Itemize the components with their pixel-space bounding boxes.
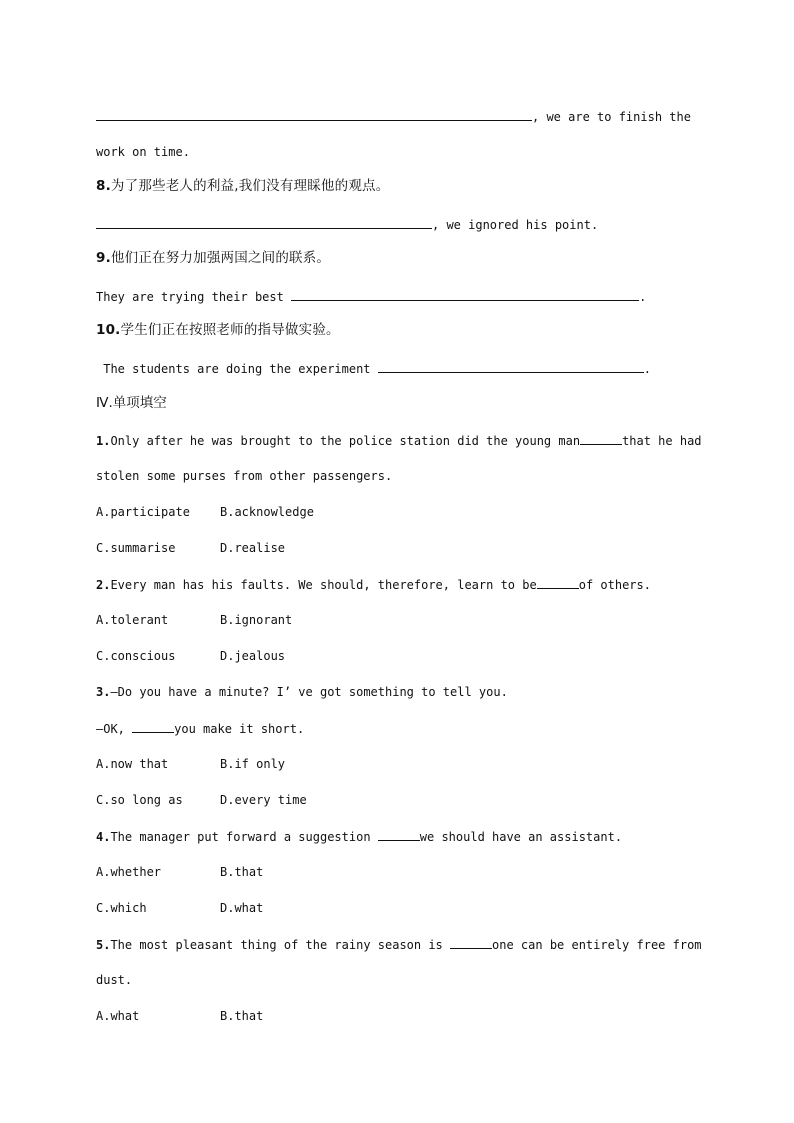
answer-blank[interactable] (132, 720, 174, 733)
question-4 (96, 828, 622, 845)
question-5-continuation: dust. (96, 973, 133, 987)
option-c[interactable]: C.which (96, 901, 147, 915)
question-text: one can be entirely free from (492, 938, 702, 952)
question-4-options-row2 (96, 900, 263, 916)
question-2 (96, 576, 651, 593)
question-3-options-row2 (96, 792, 307, 808)
option-d[interactable]: D.jealous (220, 649, 286, 663)
option-a[interactable]: A.whether (96, 865, 162, 879)
answer-blank[interactable] (291, 288, 639, 301)
item8-prompt (96, 178, 389, 194)
item10-answer-line (96, 360, 651, 377)
question-5-options-row1 (96, 1008, 263, 1024)
item9-number: 9. (96, 250, 111, 266)
option-c[interactable]: C.conscious (96, 649, 176, 663)
item7-line1 (96, 108, 691, 125)
item8-after-blank: , we ignored his point. (432, 218, 599, 232)
item10-number: 10. (96, 322, 121, 338)
option-a[interactable]: A.tolerant (96, 613, 169, 627)
answer-blank[interactable] (96, 108, 532, 121)
question-number: 4. (96, 830, 111, 844)
option-b[interactable]: B.if only (220, 757, 286, 771)
answer-blank[interactable] (378, 360, 644, 373)
question-1-options-row2 (96, 540, 285, 556)
item8-number: 8. (96, 178, 111, 194)
item10-prompt (96, 322, 340, 338)
item9-after-blank: . (639, 290, 647, 304)
answer-blank[interactable] (96, 216, 432, 229)
option-a[interactable]: A.now that (96, 757, 169, 771)
question-text: of others. (578, 578, 651, 592)
answer-blank[interactable] (580, 432, 622, 445)
section-heading: Ⅳ.单项填空 (96, 395, 167, 411)
question-1 (96, 432, 702, 449)
option-b[interactable]: B.that (220, 1009, 264, 1023)
question-text: The most pleasant thing of the rainy season is (110, 938, 451, 952)
question-number: 5. (96, 938, 111, 952)
question-5 (96, 936, 702, 953)
option-d[interactable]: D.realise (220, 541, 286, 555)
question-3 (96, 684, 508, 700)
question-2-options-row1 (96, 612, 292, 628)
item8-answer-line (96, 216, 598, 233)
option-c[interactable]: C.summarise (96, 541, 176, 555)
question-text: you make it short. (174, 722, 305, 736)
question-text: we should have an assistant. (419, 830, 623, 844)
option-a[interactable]: A.participate (96, 505, 190, 519)
question-1-options-row1 (96, 504, 314, 520)
item7-after-blank: , we are to finish the (532, 110, 691, 124)
question-1-continuation: stolen some purses from other passengers. (96, 469, 393, 483)
question-text: Every man has his faults. We should, therefore, learn to be (110, 578, 537, 592)
question-3-options-row1 (96, 756, 285, 772)
item10-chinese: 学生们正在按照老师的指导做实验。 (120, 322, 340, 338)
item9-before-blank: They are trying their best (96, 290, 284, 304)
option-d[interactable]: D.what (220, 901, 264, 915)
question-2-options-row2 (96, 648, 285, 664)
item8-chinese: 为了那些老人的利益,我们没有理睬他的观点。 (110, 178, 390, 194)
answer-blank[interactable] (537, 576, 579, 589)
answer-blank[interactable] (378, 828, 420, 841)
item9-answer-line (96, 288, 646, 305)
question-number: 2. (96, 578, 111, 592)
option-d[interactable]: D.every time (220, 793, 307, 807)
question-text: —OK, (96, 722, 133, 736)
question-text: The manager put forward a suggestion (110, 830, 378, 844)
question-4-options-row1 (96, 864, 263, 880)
option-a[interactable]: A.what (96, 1009, 140, 1023)
option-b[interactable]: B.ignorant (220, 613, 293, 627)
question-number: 1. (96, 434, 111, 448)
question-number: 3. (96, 685, 111, 699)
option-b[interactable]: B.that (220, 865, 264, 879)
question-text: —Do you have a minute? I’ ve got something to tell you. (110, 685, 508, 699)
answer-blank[interactable] (450, 936, 492, 949)
item7-line2: work on time. (96, 145, 190, 159)
item10-before-blank: The students are doing the experiment (96, 362, 371, 376)
option-b[interactable]: B.acknowledge (220, 505, 314, 519)
item10-after-blank: . (643, 362, 652, 376)
item9-chinese: 他们正在努力加强两国之间的联系。 (110, 250, 331, 266)
question-text: that he had (622, 434, 702, 448)
option-c[interactable]: C.so long as (96, 793, 183, 807)
item9-prompt (96, 250, 330, 266)
question-3-line2 (96, 720, 304, 737)
question-text: Only after he was brought to the police station did the young man (110, 434, 581, 448)
